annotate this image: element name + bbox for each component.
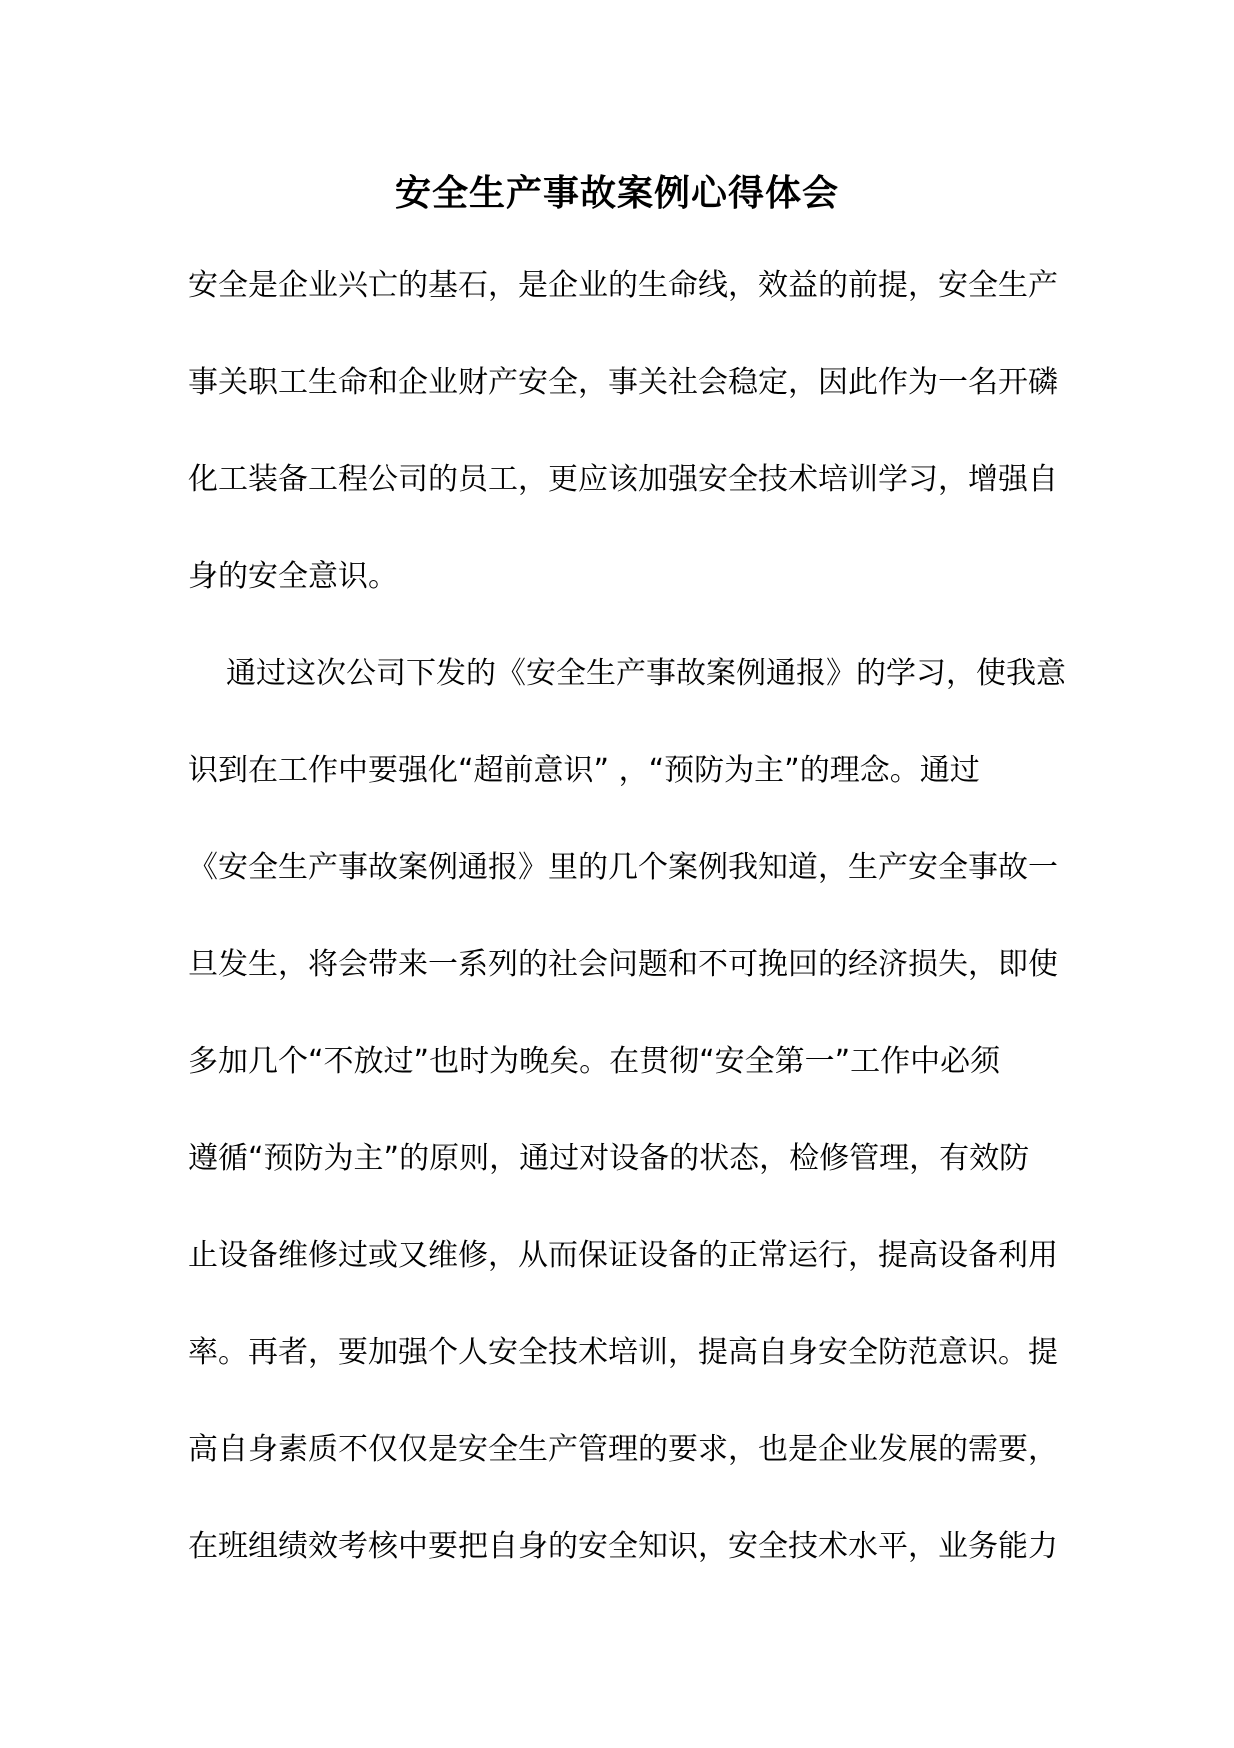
paragraph-line: 多加几个“不放过”也时为晚矣。在贯彻“安全第一”工作中必须 (188, 1044, 1001, 1079)
paragraph-line: 识到在工作中要强化“超前意识” ，“预防为主”的理念。通过 (188, 753, 980, 788)
paragraph-line: 遵循“预防为主”的原则，通过对设备的状态，检修管理，有效防 (188, 1141, 1030, 1176)
paragraph-line: 旦发生，将会带来一系列的社会问题和不可挽回的经济损失，即使 (188, 947, 1058, 982)
paragraph-line: 安全是企业兴亡的基石，是企业的生命线，效益的前提，安全生产 (188, 268, 1058, 303)
paragraph-line: 身的安全意识。 (188, 559, 398, 594)
paragraph-line: 止设备维修过或又维修，从而保证设备的正常运行，提高设备利用 (188, 1238, 1058, 1273)
paragraph-line: 在班组绩效考核中要把自身的安全知识，安全技术水平，业务能力 (188, 1529, 1058, 1564)
paragraph-line: 《安全生产事故案例通报》里的几个案例我知道，生产安全事故一 (188, 850, 1058, 885)
paragraph-line: 化工装备工程公司的员工，更应该加强安全技术培训学习，增强自 (188, 462, 1058, 497)
paragraph-line: 率。再者，要加强个人安全技术培训，提高自身安全防范意识。提 (188, 1335, 1058, 1370)
paragraph-line: 通过这次公司下发的《安全生产事故案例通报》的学习，使我意 (226, 656, 1066, 691)
paragraph-line: 事关职工生命和企业财产安全，事关社会稳定，因此作为一名开磷 (188, 365, 1058, 400)
page-title: 安全生产事故案例心得体会 (394, 173, 839, 214)
paragraph-line: 高自身素质不仅仅是安全生产管理的要求，也是企业发展的需要， (188, 1432, 1058, 1467)
